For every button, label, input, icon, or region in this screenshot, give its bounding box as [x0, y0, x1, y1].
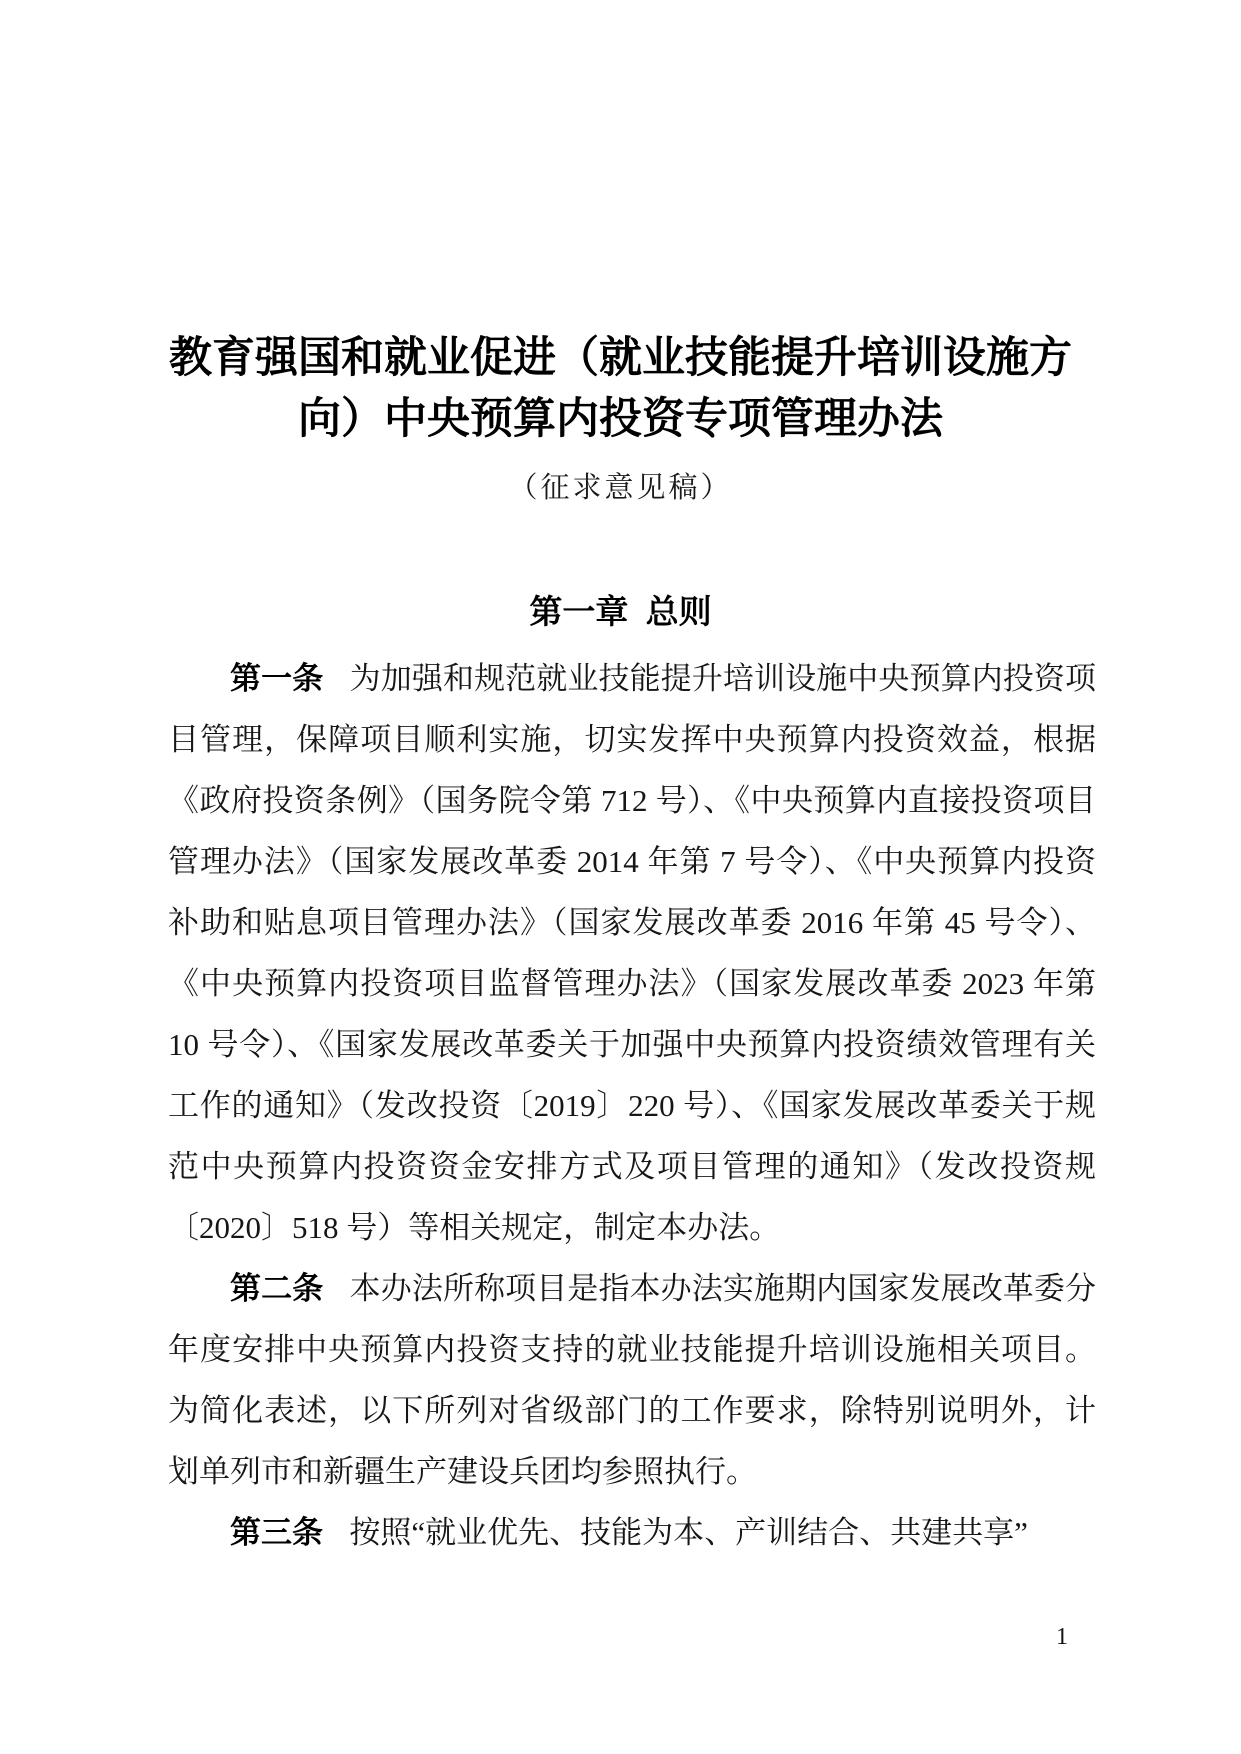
article-2-text: 本办法所称项目是指本办法实施期内国家发展改革委分年度安排中央预算内投资支持的就业技能提升培训设施相关项目。为简化表述，以下所列对省级部门的工作要求，除特别说明外，计划单列市和新疆生产建设兵团均参照执行。 — [168, 1271, 1097, 1489]
article-1-text: 为加强和规范就业技能提升培训设施中央预算内投资项目管理，保障项目顺利实施，切实发挥中央预算内投资效益，根据《政府投资条例》（国务院令第 712 号）、《中央预算内直接投资项目管理办法》（国家发展改革委 2014 年第 7 号令）、《中央预算内投资补助和贴息项目管理办法》（国家发展改革委 2016 年第 45 号令）、《中央预算内投资项目监督管理办法》（国家发展改革委 2023 年第 10 号令）、《国家发展改革委关于加强中央预算内投资绩效管理有关工作的通知》（发改投资〔2019〕220 号）、《国家发展改革委关于规范中央预算内投资资金安排方式及项目管理的通知》（发改投资规〔2020〕518 号）等相关规定，制定本办法。 — [168, 661, 1097, 1245]
article-paragraph-3 — [168, 1502, 1096, 1563]
article-paragraph-1 — [168, 648, 1096, 1258]
article-3-text: 按照“就业优先、技能为本、产训结合、共建共享” — [349, 1515, 1028, 1550]
article-3-label: 第三条 — [230, 1515, 323, 1550]
article-1-label: 第一条 — [230, 661, 324, 696]
document-title: 教育强国和就业促进（就业技能提升培训设施方向）中央预算内投资专项管理办法 — [169, 335, 1072, 443]
chapter-heading: 第一章 总则 — [529, 593, 712, 630]
document-body — [168, 648, 1096, 1563]
page-number: 1 — [1056, 1624, 1068, 1650]
document-subtitle: （征求意见稿） — [508, 472, 733, 504]
article-paragraph-2 — [168, 1258, 1096, 1502]
article-2-label: 第二条 — [230, 1271, 324, 1306]
